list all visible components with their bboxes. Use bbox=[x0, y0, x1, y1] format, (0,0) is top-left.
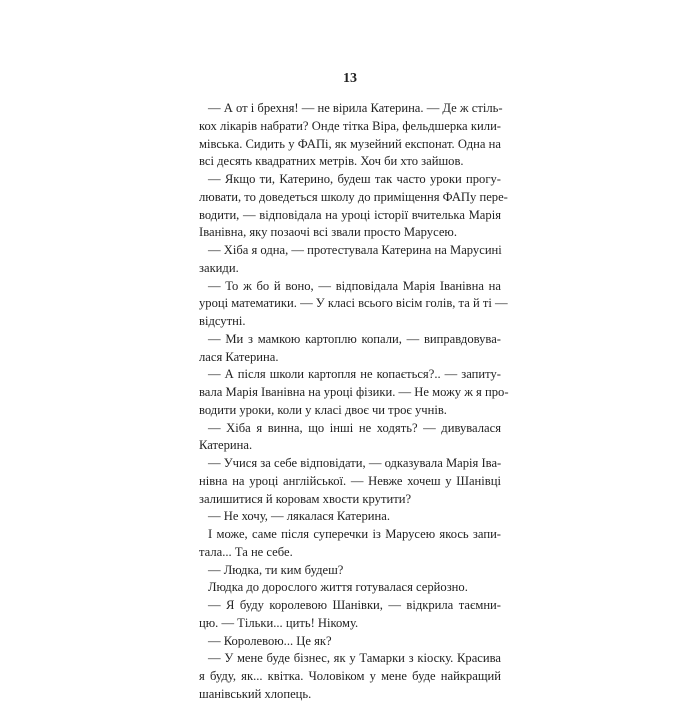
text-line: я буду, як... квітка. Чоловіком у мене буде найкращий bbox=[199, 669, 501, 683]
text-line: — А після школи картопля не копається?.. — запиту- bbox=[208, 367, 501, 382]
text-line: лювати, то доведеться школу до приміщення ФАПу пере- bbox=[199, 189, 508, 204]
text-line: — А от і брехня! — не вірила Катерина. — Де ж стіль- bbox=[208, 101, 503, 115]
text-line: Іванівна, яку позаочі всі звали просто Марусею. bbox=[199, 225, 457, 240]
text-line: тала... Та не себе. bbox=[199, 544, 293, 559]
text-line: нівна на уроці англійської. — Невже хочеш у Шанівці bbox=[199, 473, 501, 488]
body-text bbox=[199, 100, 509, 704]
text-line: уроці математики. — У класі всього вісім голів, та й ті — bbox=[199, 296, 508, 311]
text-line: — Людка, ти ким будеш? bbox=[208, 562, 344, 577]
text-line: — Хіба я одна, — протестувала Катерина на Марусині bbox=[208, 243, 502, 257]
text-line: залишитися й коровам хвости крутити? bbox=[199, 491, 412, 506]
text-line: мівська. Сидить у ФАПі, як музейний експонат. Одна на bbox=[199, 136, 501, 151]
text-line: кох лікарів набрати? Онде тітка Віра, фельдшерка кили- bbox=[199, 118, 501, 133]
text-line: вала Марія Іванівна на уроці фізики. — Не можу ж я про- bbox=[199, 385, 509, 399]
text-line: лася Катерина. bbox=[199, 349, 279, 364]
text-line: водити уроки, коли у класі двоє чи троє учнів. bbox=[199, 402, 447, 417]
text-line: Людка до дорослого життя готувалася серйозно. bbox=[208, 580, 468, 595]
text-line: — Якщо ти, Катерино, будеш так часто уроки прогу- bbox=[208, 172, 501, 186]
text-line: — Королевою... Це як? bbox=[208, 633, 332, 648]
text-line: водити, — відповідала на уроці історії вчителька Марія bbox=[199, 207, 501, 222]
text-line: — То ж бо й воно, — відповідала Марія Іванівна на bbox=[208, 278, 501, 293]
text-line: — Учися за себе відповідати, — одказувала Марія Іва- bbox=[208, 456, 502, 470]
text-line: — Я буду королевою Шанівки, — відкрила таємни- bbox=[208, 598, 501, 612]
text-line: — Не хочу, — лякалася Катерина. bbox=[208, 509, 390, 524]
text-line: Катерина. bbox=[199, 438, 253, 453]
page-number: 13 bbox=[343, 71, 357, 86]
text-line: цю. — Тільки... цить! Нікому. bbox=[199, 615, 359, 630]
text-line: всі десять квадратних метрів. Хоч би хто зайшов. bbox=[199, 154, 464, 169]
text-line: І може, саме після суперечки із Марусею якось запи- bbox=[208, 527, 501, 541]
text-line: відсутні. bbox=[199, 314, 246, 328]
text-line: — Хіба я винна, що інші не ходять? — дивувалася bbox=[208, 420, 501, 435]
text-line: — У мене буде бізнес, як у Тамарки з кіоску. Красива bbox=[208, 651, 501, 666]
text-line: шанівський хлопець. bbox=[199, 686, 312, 701]
text-line: закиди. bbox=[199, 260, 239, 275]
text-line: — Ми з мамкою картоплю копали, — виправдовува- bbox=[208, 331, 501, 346]
